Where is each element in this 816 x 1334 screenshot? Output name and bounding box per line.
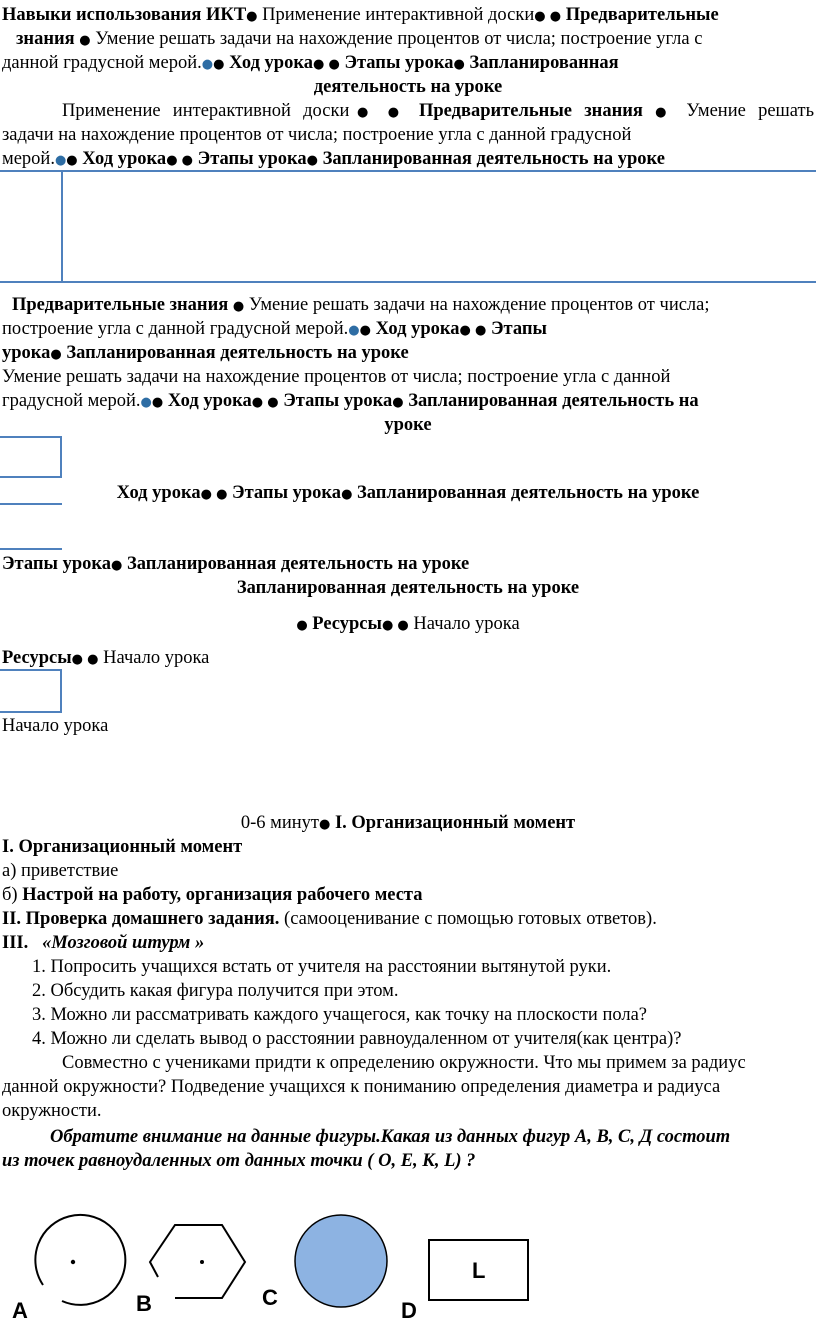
section-heading: I. Организационный момент	[2, 837, 243, 857]
text-line: Ход урока● ● Этапы урока● Запланированная деятельность на уроке	[116, 483, 700, 503]
bullet-icon: ●	[79, 33, 91, 48]
section-heading: II. Проверка домашнего задания. (самооценивание с помощью готовых ответов).	[2, 909, 657, 929]
paragraph-line: данной окружности? Подведение учащихся к пониманию определения диаметра и радиуса	[2, 1077, 721, 1097]
bullet-icon: ●	[151, 395, 164, 410]
bullet-icon: ●	[341, 487, 353, 502]
bullet-icon: ●	[318, 817, 331, 832]
text-line: деятельность на уроке	[313, 77, 503, 97]
table-rule	[61, 170, 63, 282]
bullet-icon: ● ●	[166, 153, 194, 168]
bullet-icon: ●	[348, 323, 360, 338]
bullet-icon: ●	[232, 299, 245, 314]
bullet-icon: ● ●	[71, 652, 99, 667]
bullet-icon: ●	[453, 57, 465, 72]
text-line: данной градусной мерой.●● Ход урока● ● Этапы урока● Запланированная	[2, 53, 619, 73]
bullet-icon: ● ●	[381, 618, 409, 633]
point-label-l: L	[472, 1258, 486, 1283]
bullet-icon: ●	[392, 395, 404, 410]
bullet-icon: ● ●	[534, 9, 562, 24]
text-line: построение угла с данной градусной мерой.●● Ход урока● ● Этапы	[2, 319, 547, 339]
figure-label-b: B	[136, 1291, 152, 1316]
table-rule	[0, 281, 816, 283]
list-item: 2. Обсудить какая фигура получится при этом.	[32, 981, 399, 1001]
bullet-icon: ●	[246, 9, 258, 24]
bullet-icon: ●	[140, 395, 152, 410]
table-cell-box	[0, 436, 62, 478]
text-line: Этапы урока● Запланированная деятельность на уроке	[2, 554, 470, 574]
bullet-icon: ●	[296, 618, 308, 633]
figure-label-d: D	[401, 1298, 417, 1323]
bullet-icon: ●	[201, 57, 214, 72]
bullet-icon: ●	[306, 153, 318, 168]
bullet-icon: ● ●	[459, 323, 487, 338]
bullet-icon: ●	[213, 57, 225, 72]
list-item: 3. Можно ли рассматривать каждого учащегося, как точку на плоскости пола?	[32, 1005, 647, 1025]
question-line: Обратите внимание на данные фигуры.Какая из данных фигур А, В, С, Д состоит	[50, 1127, 731, 1147]
bullet-icon: ●	[54, 153, 67, 168]
text-line: Применение интерактивной доски● ● Предварительные знания ● Умение решать	[62, 101, 815, 121]
text-line: градусной мерой.●● Ход урока● ● Этапы урока● Запланированная деятельность на	[2, 391, 699, 411]
table-cell-box	[0, 669, 62, 713]
list-item: 4. Можно ли сделать вывод о расстоянии равноудаленном от учителя(как центра)?	[32, 1029, 682, 1049]
bullet-icon: ●	[50, 347, 62, 362]
paragraph-line: Совместно с учениками придти к определению окружности. Что мы примем за радиус	[62, 1053, 746, 1073]
text-line: 0-6 минут● I. Организационный момент	[240, 813, 576, 833]
table-rule	[0, 170, 816, 172]
section-heading: III. «Мозговой штурм »	[2, 933, 205, 953]
figure-c-disk	[295, 1215, 387, 1307]
bullet-icon: ● ●	[200, 487, 228, 502]
bullet-icon: ● ●	[251, 395, 279, 410]
bullet-icon: ●	[111, 558, 123, 573]
list-item: 1. Попросить учащихся встать от учителя на расстоянии вытянутой руки.	[32, 957, 612, 977]
text-line: Ресурсы● ● Начало урока	[2, 648, 210, 668]
text-line: ● Ресурсы● ● Начало урока	[296, 614, 520, 634]
bullet-icon: ● ●	[312, 57, 340, 72]
bullet-icon: ●	[655, 105, 675, 120]
question-line: из точек равноудаленных от данных точки ( О, Е, К, L) ?	[2, 1151, 476, 1171]
paragraph-line: окружности.	[2, 1101, 102, 1121]
list-item: а) приветствие	[2, 861, 119, 881]
text-line: Навыки использования ИКТ● Применение интерактивной доски● ● Предварительные	[2, 5, 719, 25]
list-item: б) Настрой на работу, организация рабочего места	[2, 885, 423, 905]
text-line: уроке	[384, 415, 432, 435]
figure-a-circle	[35, 1215, 125, 1305]
text-line: Запланированная деятельность на уроке	[236, 578, 580, 598]
bullet-icon: ● ●	[349, 105, 407, 120]
figure-label-c: C	[262, 1285, 278, 1310]
table-rule	[0, 548, 62, 550]
text-line: знания ● Умение решать задачи на нахождение процентов от числа; построение угла с	[16, 29, 703, 49]
bullet-icon: ●	[66, 153, 78, 168]
text-line: урока● Запланированная деятельность на уроке	[2, 343, 409, 363]
text-line: задачи на нахождение процентов от числа; построение угла с данной градусной	[2, 125, 632, 145]
text-line: Предварительные знания ● Умение решать задачи на нахождение процентов от числа;	[12, 295, 710, 315]
figure-label-a: A	[12, 1298, 28, 1323]
bullet-icon: ●	[359, 323, 371, 338]
text-line: Умение решать задачи на нахождение процентов от числа; построение угла с данной	[2, 367, 671, 387]
text-line: Начало урока	[2, 716, 109, 736]
figure-b-hexagon	[150, 1225, 245, 1298]
table-rule	[0, 503, 62, 505]
text-line: мерой.●● Ход урока● ● Этапы урока● Запланированная деятельность на уроке	[2, 149, 665, 169]
